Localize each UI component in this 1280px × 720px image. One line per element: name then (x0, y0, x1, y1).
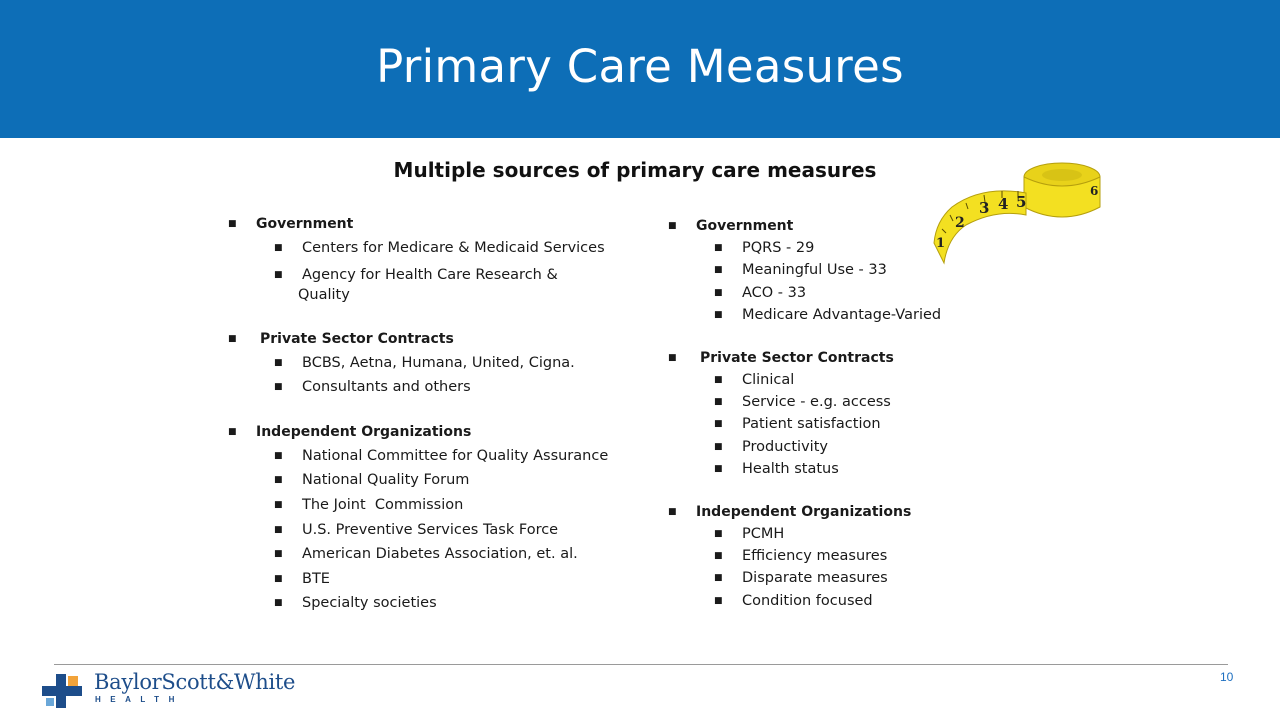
list-item: ■ Patient satisfaction (714, 416, 881, 433)
square-bullet-icon: ■ (274, 450, 283, 461)
square-bullet-icon: ■ (714, 419, 723, 430)
square-bullet-icon: ■ (714, 573, 723, 584)
right-group-heading: ■ Independent Organizations (668, 503, 912, 520)
footer-divider (54, 664, 1228, 665)
list-item: ■ Agency for Health Care Research & Quality (274, 266, 558, 303)
list-item: ■ Meaningful Use - 33 (714, 262, 887, 279)
square-bullet-icon: ■ (668, 221, 677, 231)
square-bullet-icon: ■ (274, 524, 283, 535)
tape-number: 6 (1090, 184, 1099, 198)
list-item: ■ Productivity (714, 438, 828, 455)
square-bullet-icon: ■ (274, 598, 283, 609)
square-bullet-icon: ■ (714, 396, 723, 407)
square-bullet-icon: ■ (714, 528, 723, 539)
list-item: ■ National Committee for Quality Assurance (274, 447, 609, 464)
square-bullet-icon: ■ (274, 243, 283, 253)
list-item: ■ Efficiency measures (714, 547, 888, 564)
right-group-heading: ■ Government (668, 218, 794, 234)
list-item: ■ Service - e.g. access (714, 393, 891, 410)
square-bullet-icon: ■ (228, 219, 237, 229)
tape-number: 5 (1016, 193, 1027, 211)
square-bullet-icon: ■ (714, 310, 723, 321)
tape-number: 3 (979, 199, 990, 217)
square-bullet-icon: ■ (274, 269, 283, 280)
square-bullet-icon: ■ (714, 374, 723, 385)
square-bullet-icon: ■ (274, 549, 283, 560)
square-bullet-icon: ■ (714, 550, 723, 561)
square-bullet-icon: ■ (274, 475, 283, 486)
list-item: ■ BCBS, Aetna, Humana, United, Cigna. (274, 354, 575, 371)
right-column (668, 218, 968, 615)
square-bullet-icon: ■ (668, 352, 677, 363)
square-bullet-icon: ■ (274, 573, 283, 584)
list-item: ■ ACO - 33 (714, 284, 807, 301)
list-item: ■ Specialty societies (274, 595, 437, 612)
square-bullet-icon: ■ (714, 243, 723, 253)
left-column (228, 216, 648, 620)
logo-subtext: HEALTH (95, 695, 184, 704)
list-item: ■ Centers for Medicare & Medicaid Services (274, 240, 605, 256)
left-group-heading: ■ Independent Organizations (228, 423, 472, 440)
list-item: ■ Health status (714, 461, 839, 478)
tape-number: 4 (998, 195, 1009, 213)
logo-wordmark: BaylorScott&White (94, 670, 296, 694)
square-bullet-icon: ■ (714, 441, 723, 452)
square-bullet-icon: ■ (668, 506, 677, 517)
list-item: ■ PCMH (714, 525, 785, 542)
square-bullet-icon: ■ (228, 333, 237, 344)
square-bullet-icon: ■ (714, 595, 723, 606)
tape-number: 2 (955, 215, 965, 231)
list-item: ■ Clinical (714, 371, 795, 388)
square-bullet-icon: ■ (274, 499, 283, 510)
list-item: ■ The Joint Commission (274, 496, 464, 513)
right-group-heading: ■ Private Sector Contracts (668, 349, 894, 366)
list-item: ■ BTE (274, 570, 330, 587)
list-item: ■ Medicare Advantage-Varied (714, 307, 942, 324)
tape-measure-icon (922, 145, 1102, 275)
list-item: ■ Consultants and others (274, 379, 471, 396)
square-bullet-icon: ■ (714, 287, 723, 298)
left-group-heading: ■ Private Sector Contracts (228, 330, 454, 347)
slide-title: Primary Care Measures (376, 40, 904, 93)
list-item: ■ Condition focused (714, 592, 873, 609)
tape-number: 1 (936, 236, 946, 251)
list-item: ■ PQRS - 29 (714, 240, 815, 256)
square-bullet-icon: ■ (274, 357, 283, 368)
list-item: ■ Disparate measures (714, 570, 888, 587)
square-bullet-icon: ■ (714, 464, 723, 475)
list-item: ■ U.S. Preventive Services Task Force (274, 521, 559, 538)
square-bullet-icon: ■ (274, 382, 283, 393)
square-bullet-icon: ■ (228, 426, 237, 437)
slide-subtitle: Multiple sources of primary care measures (393, 158, 877, 182)
list-item: ■ American Diabetes Association, et. al. (274, 546, 578, 563)
list-item: ■ National Quality Forum (274, 472, 470, 489)
square-bullet-icon: ■ (714, 265, 723, 276)
left-group-heading: ■ Government (228, 216, 354, 232)
page-number: 10 (1220, 670, 1234, 684)
